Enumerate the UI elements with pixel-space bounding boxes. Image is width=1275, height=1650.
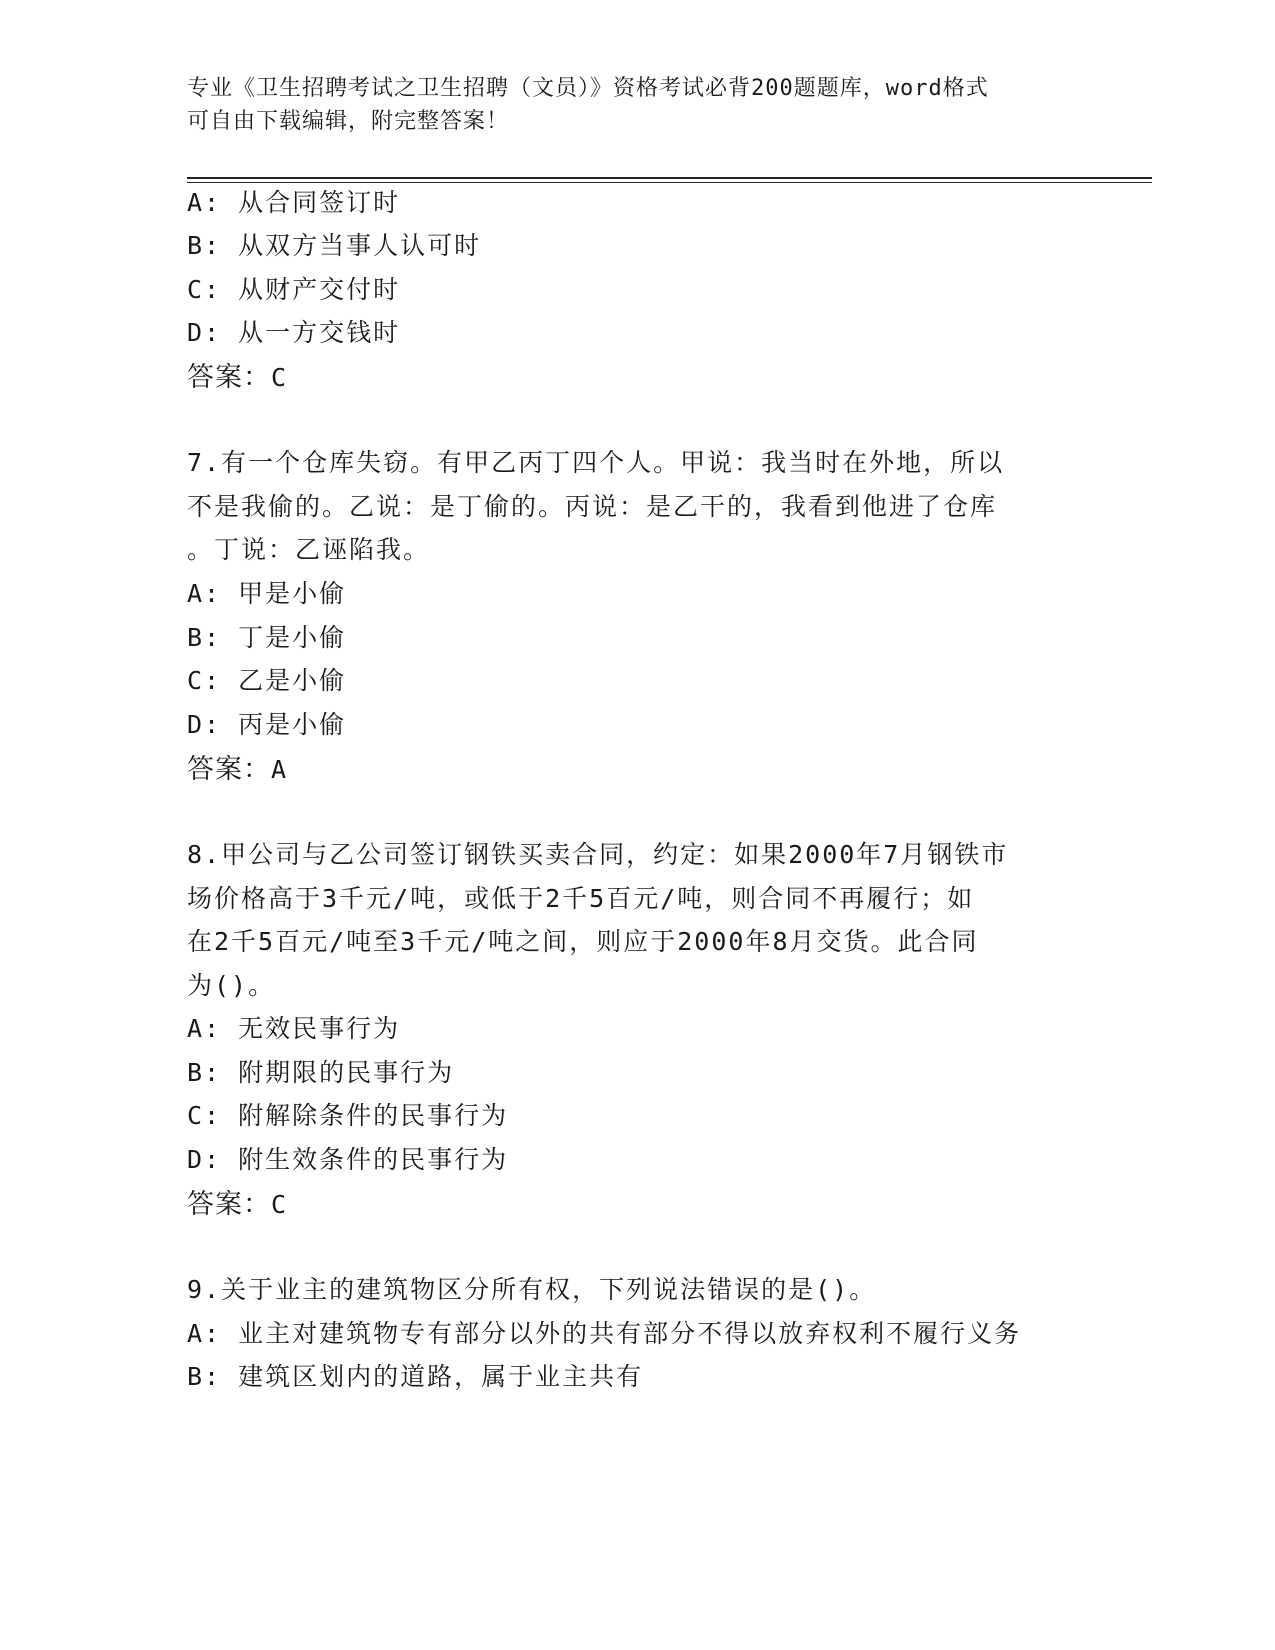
q7-stem-line-1: 7.有一个仓库失窃。有甲乙丙丁四个人。甲说：我当时在外地，所以 (187, 448, 1005, 477)
header-title-line-1: 专业《卫生招聘考试之卫生招聘（文员）》资格考试必背200题题库，word格式 (187, 76, 989, 101)
q8-option-a: A: 无效民事行为 (187, 1014, 401, 1043)
q8-option-c: C: 附解除条件的民事行为 (187, 1101, 509, 1130)
q6-option-a: A: 从合同签订时 (187, 188, 401, 217)
q8-option-d: D: 附生效条件的民事行为 (187, 1145, 509, 1174)
q6-answer (187, 360, 287, 395)
q8-option-b: B: 附期限的民事行为 (187, 1058, 455, 1087)
header-title-line-2: 可自由下载编辑，附完整答案！ (187, 109, 510, 134)
answer-label: 答案： (187, 362, 271, 392)
answer-label: 答案： (187, 754, 271, 784)
q7-option-d: D: 丙是小偷 (187, 710, 347, 739)
answer-value: A (271, 755, 288, 784)
q9-option-b: B: 建筑区划内的道路，属于业主共有 (187, 1362, 644, 1391)
q7-stem-line-2: 不是我偷的。乙说：是丁偷的。丙说：是乙干的，我看到他进了仓库 (187, 492, 998, 521)
q7-option-b: B: 丁是小偷 (187, 623, 347, 652)
q7-option-a: A: 甲是小偷 (187, 579, 347, 608)
q8-stem-line-2: 场价格高于3千元/吨，或低于2千5百元/吨，则合同不再履行；如 (187, 884, 975, 913)
header-rule-thin (187, 182, 1152, 183)
answer-label: 答案： (187, 1189, 271, 1219)
q6-option-c: C: 从财产交付时 (187, 275, 401, 304)
answer-value: C (271, 363, 288, 392)
q8-stem-line-1: 8.甲公司与乙公司签订钢铁买卖合同，约定：如果2000年7月钢铁市 (187, 840, 1009, 869)
document-header (187, 72, 1087, 138)
q9-stem-line-1: 9.关于业主的建筑物区分所有权，下列说法错误的是()。 (187, 1275, 877, 1304)
header-rule-thick (187, 177, 1152, 179)
q8-stem-line-3: 在2千5百元/吨至3千元/吨之间，则应于2000年8月交货。此合同 (187, 927, 979, 956)
q8-stem-line-4: 为()。 (187, 971, 276, 1000)
q7-stem-line-3: 。丁说：乙诬陷我。 (187, 535, 431, 564)
q6-option-b: B: 从双方当事人认可时 (187, 231, 482, 260)
q7-answer (187, 752, 287, 787)
q9-option-a: A: 业主对建筑物专有部分以外的共有部分不得以放弃权利不履行义务 (187, 1319, 1022, 1348)
q6-option-d: D: 从一方交钱时 (187, 318, 401, 347)
q7-option-c: C: 乙是小偷 (187, 666, 347, 695)
q8-answer (187, 1187, 287, 1222)
answer-value: C (271, 1190, 288, 1219)
